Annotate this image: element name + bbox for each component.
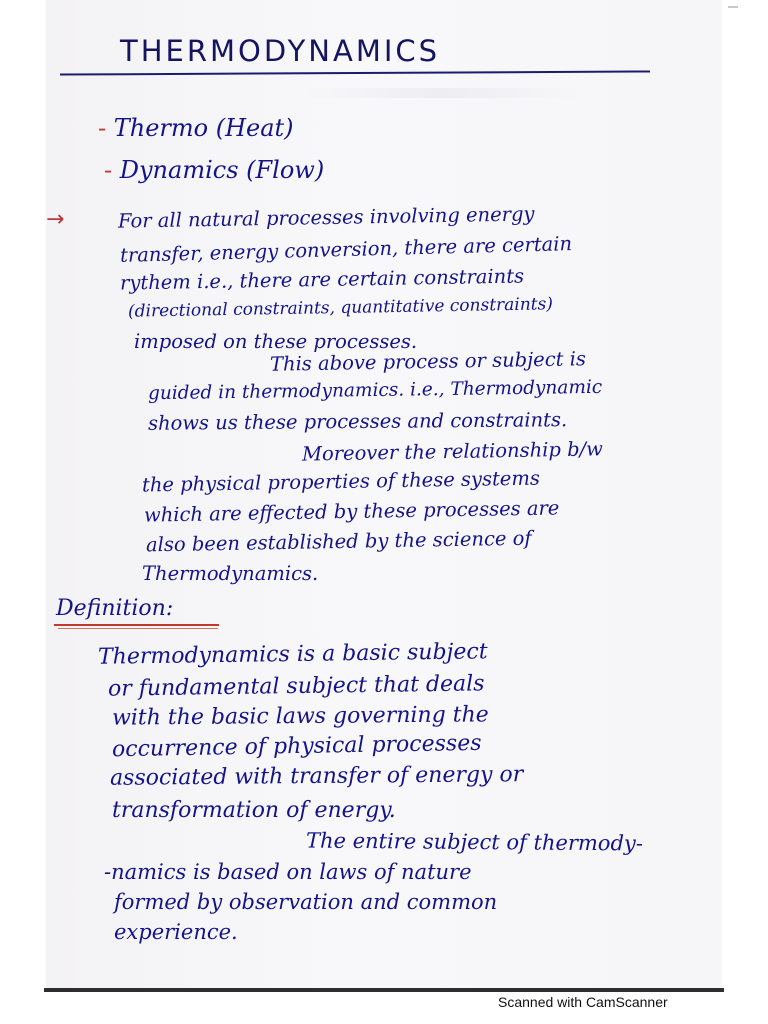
- definition-line: The entire subject of thermody-: [305, 828, 644, 856]
- heading-underline: [58, 628, 218, 629]
- definition-line: -namics is based on laws of nature: [104, 860, 472, 884]
- bullet-dash: -: [104, 156, 113, 184]
- bullet-thermo: [98, 114, 294, 142]
- bleed-through-shadow: [300, 88, 580, 98]
- definition-line: occurrence of physical processes: [111, 730, 482, 763]
- definition-line: formed by observation and common: [114, 890, 498, 914]
- bullet-text: Dynamics (Flow): [119, 156, 325, 184]
- intro-line: rythem i.e., there are certain constraints: [119, 264, 525, 295]
- definition-line: experience.: [114, 920, 238, 944]
- intro-line: the physical properties of these systems: [141, 466, 541, 497]
- intro-line: shows us these processes and constraints.: [147, 408, 568, 435]
- intro-line: also been established by the science of: [145, 526, 532, 557]
- intro-line: (directional constraints, quantitative constraints): [127, 294, 554, 322]
- scanner-watermark: Scanned with CamScanner: [498, 994, 668, 1010]
- definition-line: or fundamental subject that deals: [107, 671, 485, 702]
- definition-heading: Definition:: [56, 596, 174, 621]
- arrow-icon: →: [46, 207, 65, 232]
- definition-line: Thermodynamics is a basic subject: [97, 639, 488, 670]
- heading-underline: [54, 624, 219, 626]
- definition-line: with the basic laws governing the: [111, 702, 489, 731]
- intro-line: For all natural processes involving energy: [117, 202, 535, 233]
- bullet-dynamics: [104, 156, 324, 184]
- page-title: THERMODYNAMICS: [120, 34, 441, 68]
- corner-mark: [728, 6, 738, 8]
- scan-margin: [722, 0, 768, 990]
- intro-line: which are effected by these processes are: [143, 496, 560, 527]
- intro-line: Moreover the relationship b/w: [301, 437, 604, 466]
- bullet-dash: -: [98, 114, 107, 142]
- intro-line: imposed on these processes.: [134, 330, 418, 353]
- page-bottom-edge: [44, 988, 724, 992]
- bullet-text: Thermo (Heat): [113, 114, 294, 142]
- intro-line: guided in thermodynamics. i.e., Thermodynamic: [147, 376, 603, 405]
- intro-line: transfer, energy conversion, there are certain: [119, 232, 573, 267]
- intro-line: This above process or subject is: [269, 347, 587, 376]
- intro-line: Thermodynamics.: [142, 562, 319, 585]
- definition-line: transformation of energy.: [112, 798, 396, 823]
- definition-line: associated with transfer of energy or: [109, 762, 524, 791]
